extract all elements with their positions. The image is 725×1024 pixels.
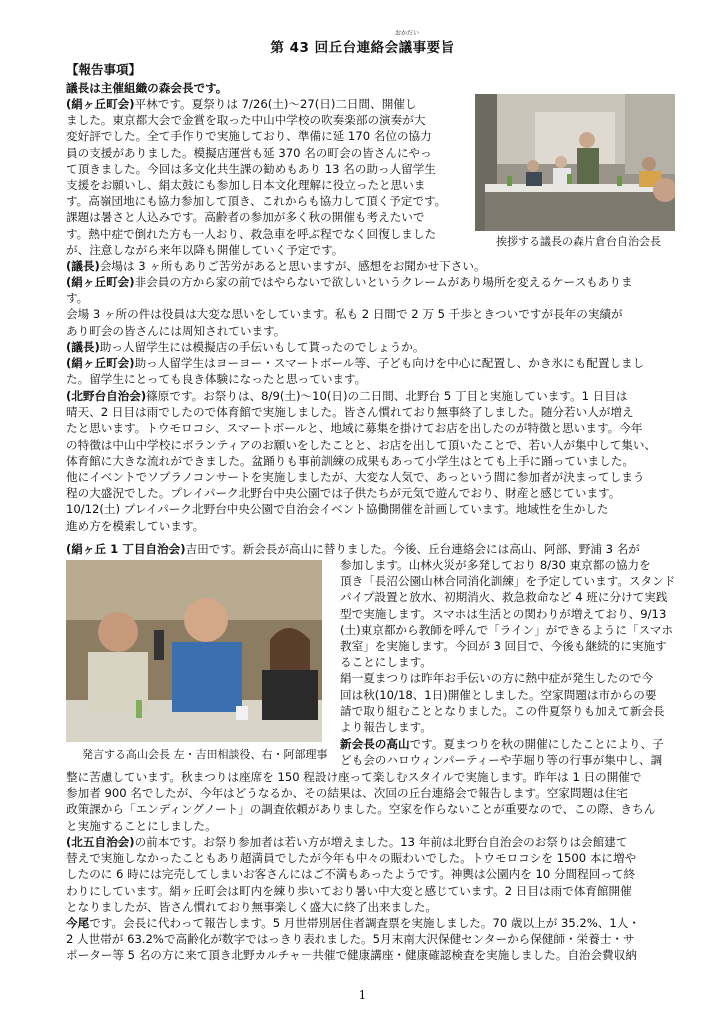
chair-question-1	[66, 258, 686, 274]
report-kinugaoka-1chome-cont: 参加します。山林火災が多発しており 8/30 東京都の協力を 頂き「長沼公園山林合同消化訓練」を予定しています。スタンド パイプ設置と放水、初期消火、救急救命など 4 班に分けて実践 型で実施します。スマホは生活との関わりが増えており、9/13 (土)東京都から教師を呼んで「ライン」ができるように「スマホ 教室」を実施します。今回が 3 回目で、今後も継続的に実施す ることにします。 絹一夏まつりは昨年お手伝いの方に熱中症が発生したので今 回は秋(10/18、1日)開催としました。空家問題は市からの要 請で取り組むこととなりました。この件夏祭りも加えて新会長 より報告します。	[340, 558, 676, 735]
speaker-label: (絹ヶ丘 1 丁目自治会)	[66, 542, 186, 556]
report-new-chairman	[340, 736, 700, 768]
report-kinugaoka-chokai	[66, 96, 471, 258]
report-text: 篠原です。お祭りは、8/9(土)～10(日)の二日間、北野台 5 丁目と実施しています。1 日目は 晴天、2 日目は雨でしたので体育館で実施しました。皆さん慣れており無事終了しました。随分若い人が増え たと思います。トウモロコシ、スマートボールと、地域に募集を掛けてお店を出したのが特徴と思います。今年 の特徴は中山中学校にボランティアのお願いをしたことと、お店を出して頂いたことで、若い人が集中して集い、 体育館に大きな流れができました。盆踊りも事前訓練の成果もあって小学生はとても上手に踊っていました。 他にイベントでソプラノコンサートを実施しましたが、大変な人気で、あっという間に参加者が決まってしまう 程の大盛況でした。プレイパーク北野台中央公園では子供たちが元気で遊んでおり、財産と感じています。 10/12(土) プレイパーク北野台中央公園で自治会イベント協働開催を計画しています。地域性を生かした 進め方を模索しています。	[66, 389, 657, 533]
answer-text: 助っ人留学生はヨーヨー・スマートボール等、子ども向けを中心に配置し、かき氷にも配置しまし た。留学生にとっても良き体験になったと思っています。	[66, 356, 645, 387]
question-text: 助っ人留学生には模擬店の手伝いもして貰ったのでしょうか。	[99, 340, 425, 354]
report-kinugaoka-1chome	[66, 541, 686, 557]
speaker-label: (絹ヶ丘町会)	[66, 275, 135, 289]
speaker-label: (北五自治会)	[66, 835, 135, 849]
report-text: の前本です。お祭り参加者は若い方が増えました。13 年前は北野台自治会のお祭りは会館建て 替えで実施しなかったこともあり超満員でしたが今年も中々の賑わいでした。トウモロコシを 1500 本に増や したのに 6 時には完売してしまいお客さんにはご不満もあったようです。神輿は公園内を 10 分間程回って終 わりにしています。絹ヶ丘町会は町内を練り歩いており暑い中大変と感じています。2 日目は雨で体育館開催 となりましたが、皆さん慣れており無事楽しく盛大に終了出来ました。	[66, 835, 637, 914]
meeting-photo-chair	[475, 94, 675, 231]
title-ruby: おかだい	[395, 30, 420, 37]
report-new-chairman-cont: 整に苦慮しています。秋まつりは座席を 150 程設け座って楽しむスタイルで実施します。昨年は 1 日の開催で 参加者 900 名でしたが、今年はどうなるか、その結果は、次回の丘台連絡会で報告します。空家問題は住宅 政策課から「エンディングノート」の調査依頼がありました。空家を作らないことが重要なので、この際、きちん と実施することにしました。	[66, 770, 656, 833]
speaker-label: (絹ヶ丘町会)	[66, 97, 135, 111]
photo2-caption: 発言する高山会長 左・吉田相談役、右・阿部理事	[82, 748, 328, 761]
speaker-label: (絹ヶ丘町会)	[66, 356, 135, 370]
answer-text: 非会員の方から家の前ではやらないで欲しいというクレームがあり場所を変えるケースもありま す。 会場 3 ヶ所の件は役員は大変な思いをしています。私も 2 日間で 2 万 5 千歩ときついですが長年の実績が あり町会の皆さんには周知されています。	[66, 275, 633, 338]
report-text: 平林です。夏祭りは 7/26(土)～27(日)二日間、開催し ました。東京都大会で金賞を取った中山中学校の吹奏楽部の演奏が大 変好評でした。全て手作りで実施しており、準備に延 170 名位の協力 員の支援がありました。模擬店運営も延 370 名の町会の皆さんにやっ て頂きました。今回は多文化共生課の勧めもあり 13 名の助っ人留学生 支援をお願いし、絹太鼓にも参加し日本文化理解に役立ったと思いま す。高嶺団地にも協力参加して頂き、これからも協力して頂く予定です。 課題は暑さと人込みです。高齢者の参加が多く秋の開催も考えたいで す。熱中症で倒れた方も一人おり、救急車を呼ぶ程でなく回復しました が、注意しながら来年以降も開催していく予定です。	[66, 97, 447, 257]
speaker-label: (北野台自治会)	[66, 389, 147, 403]
report-kitago	[66, 834, 686, 915]
report-kitanodai	[66, 388, 686, 534]
chair-intro: 議長は主催組織の森会長です。	[66, 81, 228, 95]
page-number: 1	[358, 988, 367, 1002]
meeting-photo-takayama	[66, 560, 322, 742]
speaker-label: 新会長の高山	[340, 737, 410, 751]
speaker-label: (議長)	[66, 340, 100, 354]
photo1-caption: 挨拶する議長の森片倉台自治会長	[496, 235, 661, 248]
report-text: です。会長に代わって報告します。5 月世帯別居住者調査票を実施しました。70 歳以上が 35.2%、1人・ 2 人世帯が 63.2%で高齢化が数字ではっきり表れました。5月末南大沢保健センターから保健師・栄養士・サ ポーター等 5 名の方に来て頂き北野カルチャ－共催で健康講座・健康確認検査を実施しました。自治会費収納	[66, 916, 640, 963]
question-text: 会場は 3 ヶ所もありご苦労があると思いますが、感想をお聞かせ下さい。	[99, 259, 486, 273]
speaker-label: (議長)	[66, 259, 100, 273]
page-title: 第 43 回丘台連絡会議事要旨	[270, 40, 455, 56]
answer-kinugaoka-1	[66, 274, 686, 339]
report-text: 吉田です。新会長が高山に替りました。今後、丘台連絡会には高山、阿部、野浦 3 名が	[185, 542, 640, 556]
answer-kinugaoka-2	[66, 355, 686, 387]
meeting-photo-chair-image	[475, 94, 675, 231]
meeting-photo-takayama-image	[66, 560, 322, 742]
section-heading: 【報告事項】	[66, 62, 142, 77]
report-text: です。夏まつりを秋の開催にしたことにより、子 ども会のハロウィンパーティーや芋堀り等の行事が集中し、調	[340, 737, 664, 768]
report-imao	[66, 915, 686, 964]
chair-question-2	[66, 339, 686, 355]
speaker-label: 今尾	[66, 916, 90, 930]
